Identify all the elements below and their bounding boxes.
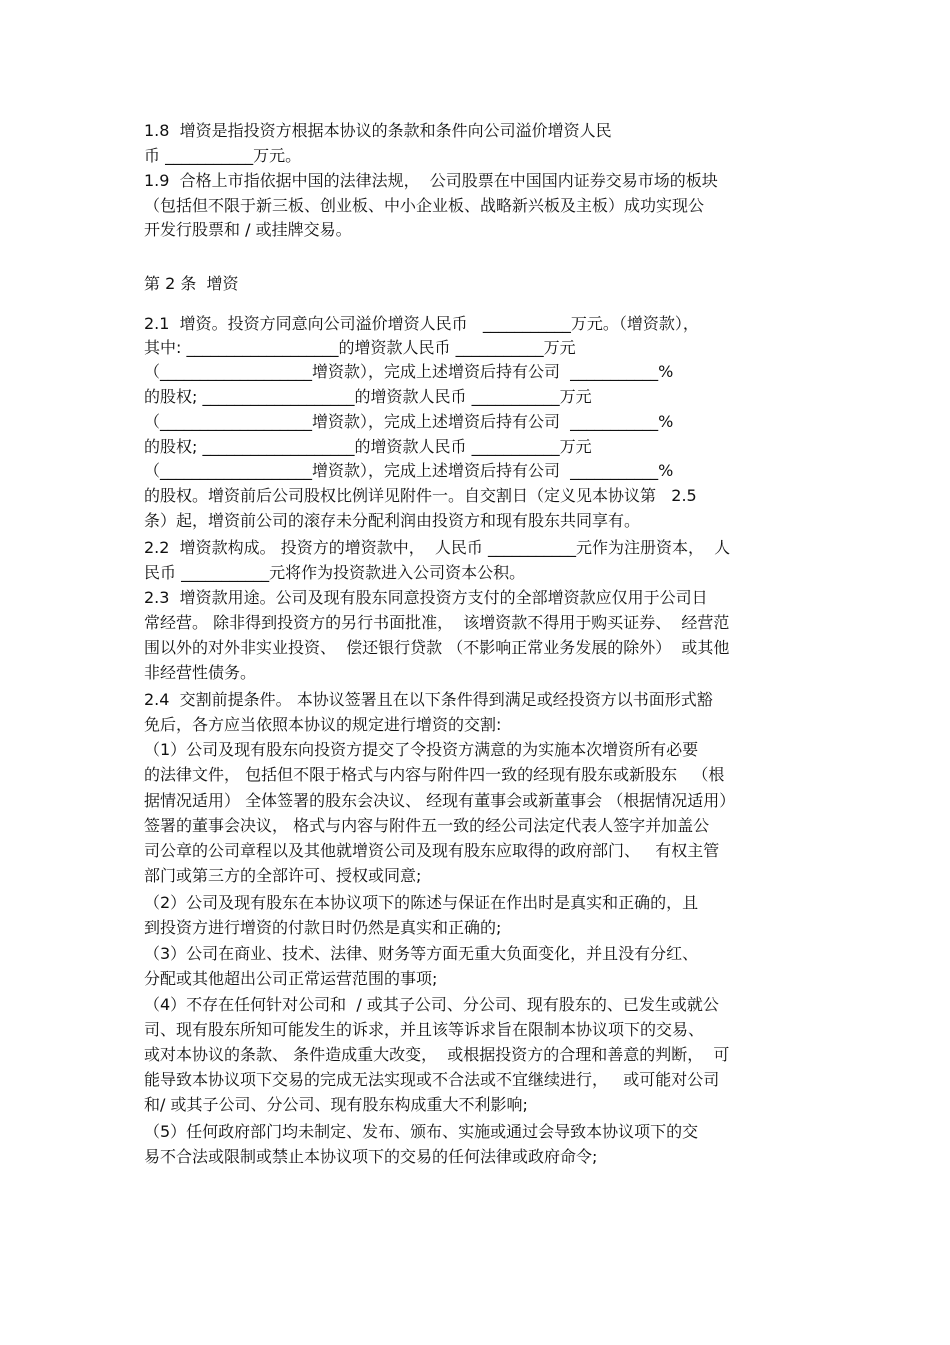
text-line: （___________________增资款），完成上述增资后持有公司 ___________% <box>144 412 674 431</box>
text-line: 围以外的对外非实业投资、 偿还银行贷款 （不影响正常业务发展的除外） 或其他 <box>144 638 730 657</box>
text-line: 2.1 增资。投资方同意向公司溢价增资人民币 ___________万元。（增资款）， <box>144 314 699 333</box>
text-line: 2.3 增资款用途。公司及现有股东同意投资方支付的全部增资款应仅用于公司日 <box>144 588 708 607</box>
text-line: 司公章的公司章程以及其他就增资公司及现有股东应取得的政府部门、 有权主管 <box>144 841 720 860</box>
text-line: （3）公司在商业、技术、法律、财务等方面无重大负面变化，并且没有分红、 <box>144 944 699 963</box>
text-line: 司、现有股东所知可能发生的诉求，并且该等诉求旨在限制本协议项下的交易、 <box>144 1020 705 1039</box>
text-line: （5）任何政府部门均未制定、发布、颁布、实施或通过会导致本协议项下的交 <box>144 1122 699 1141</box>
text-line: 或对本协议的条款、 条件造成重大改变， 或根据投资方的合理和善意的判断， 可 <box>144 1045 730 1064</box>
text-line: 的股权。增资前后公司股权比例详见附件一。自交割日（定义见本协议第 2.5 <box>144 486 697 505</box>
text-line: （4）不存在任何针对公司和 / 或其子公司、分公司、现有股东的、已发生或就公 <box>144 995 719 1014</box>
text-line: 的股权; ___________________的增资款人民币 ___________万元 <box>144 387 592 406</box>
text-line: 据情况适用） 全体签署的股东会决议、 经现有董事会或新董事会 （根据情况适用） <box>144 791 736 810</box>
text-line: 分配或其他超出公司正常运营范围的事项; <box>144 969 438 988</box>
text-line: 2.4 交割前提条件。 本协议签署且在以下条件得到满足或经投资方以书面形式豁 <box>144 690 713 709</box>
text-line: 条）起，增资前公司的滚存未分配利润由投资方和现有股东共同享有。 <box>144 511 641 530</box>
text-line: 的股权; ___________________的增资款人民币 ___________万元 <box>144 437 592 456</box>
text-line: 易不合法或限制或禁止本协议项下的交易的任何法律或政府命令; <box>144 1147 598 1166</box>
text-line: 民币 ___________元将作为投资款进入公司资本公积。 <box>144 563 526 582</box>
text-line: 的法律文件， 包括但不限于格式与内容与附件四一致的经现有股东或新股东 （根 <box>144 765 725 784</box>
text-line: （1）公司及现有股东向投资方提交了令投资方满意的为实施本次增资所有必要 <box>144 740 699 759</box>
text-line: （___________________增资款），完成上述增资后持有公司 ___________% <box>144 461 674 480</box>
text-line: 开发行股票和 / 或挂牌交易。 <box>144 220 352 239</box>
section-heading: 第 2 条 增资 <box>144 274 239 293</box>
text-line: 部门或第三方的全部许可、授权或同意; <box>144 866 422 885</box>
text-line: （___________________增资款），完成上述增资后持有公司 ___________% <box>144 362 674 381</box>
text-line: 币 ___________万元。 <box>144 146 302 165</box>
text-line: 2.2 增资款构成。 投资方的增资款中， 人民币 ___________元作为注册资本， 人 <box>144 538 731 557</box>
text-line: 免后，各方应当依照本协议的规定进行增资的交割: <box>144 715 502 734</box>
text-line: 其中: ___________________的增资款人民币 ___________万元 <box>144 338 576 357</box>
text-line: 能导致本协议项下交易的完成无法实现或不合法或不宜继续进行， 或可能对公司 <box>144 1070 720 1089</box>
text-line: 和/ 或其子公司、分公司、现有股东构成重大不利影响; <box>144 1095 528 1114</box>
text-line: （2）公司及现有股东在本协议项下的陈述与保证在作出时是真实和正确的，且 <box>144 893 699 912</box>
text-line: 到投资方进行增资的付款日时仍然是真实和正确的; <box>144 918 502 937</box>
text-line: 签署的董事会决议， 格式与内容与附件五一致的经公司法定代表人签字并加盖公 <box>144 816 710 835</box>
text-line: 1.8 增资是指投资方根据本协议的条款和条件向公司溢价增资人民 <box>144 121 612 140</box>
text-line: 常经营。 除非得到投资方的另行书面批准， 该增资款不得用于购买证券、 经营范 <box>144 613 730 632</box>
text-line: 非经营性债务。 <box>144 663 257 682</box>
text-line: （包括但不限于新三板、创业板、中小企业板、战略新兴板及主板）成功实现公 <box>144 196 705 215</box>
text-line: 1.9 合格上市指依据中国的法律法规， 公司股票在中国国内证券交易市场的板块 <box>144 171 718 190</box>
